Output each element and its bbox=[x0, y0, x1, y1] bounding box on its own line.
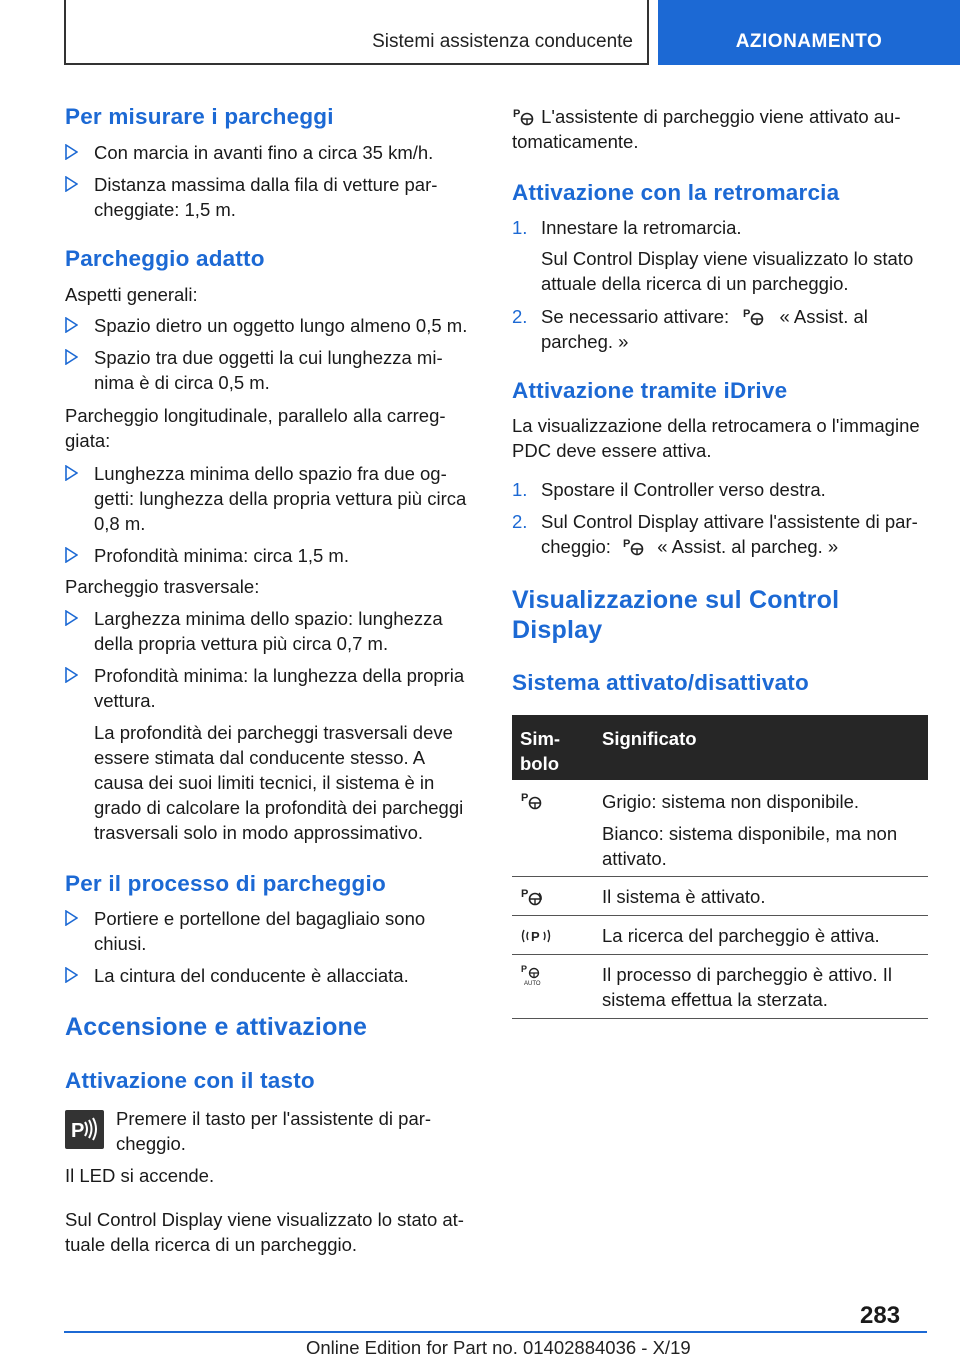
heading-retromarcia: Attivazione con la retromarcia bbox=[512, 180, 840, 205]
triangle-bullet-icon bbox=[65, 317, 78, 333]
heading-idrive: Attivazione tramite iDrive bbox=[512, 378, 788, 403]
svg-text:P: P bbox=[521, 964, 528, 974]
list-item-note: La profondità dei parcheggi trasversali deve essere stimata dal conducente stesso. A causa dei suoi limiti tecnici, il sistema è in grado di calcolare la profondità dei parcheggi trasversali solo in modo approssimativo. bbox=[94, 722, 464, 843]
svg-text:P: P bbox=[531, 929, 540, 944]
list-item: Larghezza minima dello spazio: lunghezza della propria vettura più circa 0,7 m. bbox=[65, 606, 480, 656]
triangle-bullet-icon bbox=[65, 465, 78, 481]
heading-misurare: Per misurare i parcheggi bbox=[65, 104, 334, 129]
park-assist-auto-icon bbox=[520, 963, 546, 987]
triangle-bullet-icon bbox=[65, 547, 78, 563]
park-assist-button-icon bbox=[65, 1110, 104, 1149]
park-assist-symbol-icon bbox=[520, 790, 544, 810]
table-row: P AUTO Il processo di parcheggio è attivo. Il sistema effettua la sterzata. bbox=[512, 955, 928, 1019]
footer-edition: Online Edition for Part no. 01402884036 - X/19 bbox=[306, 1337, 691, 1358]
paragraph: Sul Control Display viene visualizzato lo stato at- tuale della ricerca di un parcheggio. bbox=[65, 1209, 464, 1255]
triangle-bullet-icon bbox=[65, 176, 78, 192]
list-item: Spazio tra due oggetti la cui lunghezza mi- nima è di circa 0,5 m. bbox=[65, 345, 480, 395]
triangle-bullet-icon bbox=[65, 667, 78, 683]
list-item: La cintura del conducente è allacciata. bbox=[65, 963, 480, 988]
header-section-box bbox=[64, 0, 649, 65]
table-header bbox=[512, 715, 928, 780]
list-item: Distanza massima dalla fila di vetture par- cheggiate: 1,5 m. bbox=[65, 172, 480, 222]
svg-text:P: P bbox=[521, 888, 529, 900]
svg-text:AUTO: AUTO bbox=[524, 981, 541, 987]
park-assist-active-icon bbox=[520, 886, 544, 906]
step-note: Sul Control Display viene visualizzato lo stato attuale della ricerca di un parcheggio. bbox=[541, 248, 914, 294]
footer-divider bbox=[64, 1331, 927, 1333]
heading-adatto: Parcheggio adatto bbox=[65, 246, 265, 271]
heading-visualizzazione: Visualizzazione sul Control Display bbox=[512, 586, 840, 644]
list-item: Profondità minima: circa 1,5 m. bbox=[65, 543, 480, 568]
list-item: Con marcia in avanti fino a circa 35 km/h. bbox=[65, 140, 480, 165]
paragraph: Il LED si accende. bbox=[65, 1165, 215, 1186]
parking-search-icon bbox=[520, 926, 554, 946]
table-row: P La ricerca del parcheggio è attiva. bbox=[512, 916, 928, 955]
header-chapter-label: AZIONAMENTO bbox=[735, 31, 883, 52]
svg-text:P: P bbox=[521, 792, 529, 804]
list-item: Spazio dietro un oggetto lungo almeno 0,5 m. bbox=[65, 313, 480, 338]
page-number: 283 bbox=[860, 1302, 901, 1329]
park-assist-symbol-icon bbox=[622, 536, 646, 556]
park-assist-symbol-icon bbox=[512, 106, 536, 126]
svg-text:P: P bbox=[513, 108, 521, 120]
heading-accensione: Accensione e attivazione bbox=[65, 1013, 368, 1041]
table-row: P Grigio: sistema non disponibile. Bianco: sistema disponibile, ma non attivato. bbox=[512, 780, 928, 877]
paragraph: La visualizzazione della retrocamera o l'immagine PDC deve essere attiva. bbox=[512, 415, 920, 461]
paragraph: P L'assistente di parcheggio viene attivato au- tomaticamente. bbox=[512, 106, 901, 152]
table-header-meaning: Significato bbox=[602, 728, 697, 749]
triangle-bullet-icon bbox=[65, 144, 78, 160]
header-chapter-tab[interactable] bbox=[658, 0, 960, 65]
triangle-bullet-icon bbox=[65, 910, 78, 926]
svg-text:P: P bbox=[71, 1120, 85, 1142]
table-header-symbol: Sim- bolo bbox=[520, 728, 561, 774]
heading-tasto: Attivazione con il tasto bbox=[65, 1068, 315, 1093]
list-item: Portiere e portellone del bagagliaio sono chiusi. bbox=[65, 906, 480, 956]
paragraph: Aspetti generali: bbox=[65, 284, 198, 305]
heading-processo: Per il processo di parcheggio bbox=[65, 871, 386, 896]
paragraph: Parcheggio longitudinale, parallelo alla carreg- giata: bbox=[65, 405, 446, 451]
svg-text:P: P bbox=[623, 538, 631, 550]
step-item: 2. Sul Control Display attivare l'assistente di par- cheggio: P « Assist. al parcheg. » bbox=[512, 511, 918, 557]
heading-sistema: Sistema attivato/disattivato bbox=[512, 670, 809, 695]
triangle-bullet-icon bbox=[65, 967, 78, 983]
header-section-title: Sistemi assistenza conducente bbox=[372, 31, 633, 52]
step-item: 1. Spostare il Controller verso destra. bbox=[512, 479, 826, 500]
list-item: Lunghezza minima dello spazio fra due og- getti: lunghezza della propria vettura più circa 0,8 m. bbox=[65, 461, 480, 536]
table-row: P Il sistema è attivato. bbox=[512, 877, 928, 916]
step-item: 1. Innestare la retromarcia. bbox=[512, 217, 742, 238]
step-item: 2. Se necessario attivare: P « Assist. al parcheg. » bbox=[512, 306, 868, 352]
triangle-bullet-icon bbox=[65, 610, 78, 626]
list-item: Profondità minima: la lunghezza della propria vettura. bbox=[65, 663, 480, 713]
paragraph: Parcheggio trasversale: bbox=[65, 576, 260, 597]
park-assist-symbol-icon bbox=[742, 306, 766, 326]
svg-text:P: P bbox=[743, 308, 751, 320]
triangle-bullet-icon bbox=[65, 349, 78, 365]
paragraph: Premere il tasto per l'assistente di par- cheggio. bbox=[116, 1108, 432, 1154]
